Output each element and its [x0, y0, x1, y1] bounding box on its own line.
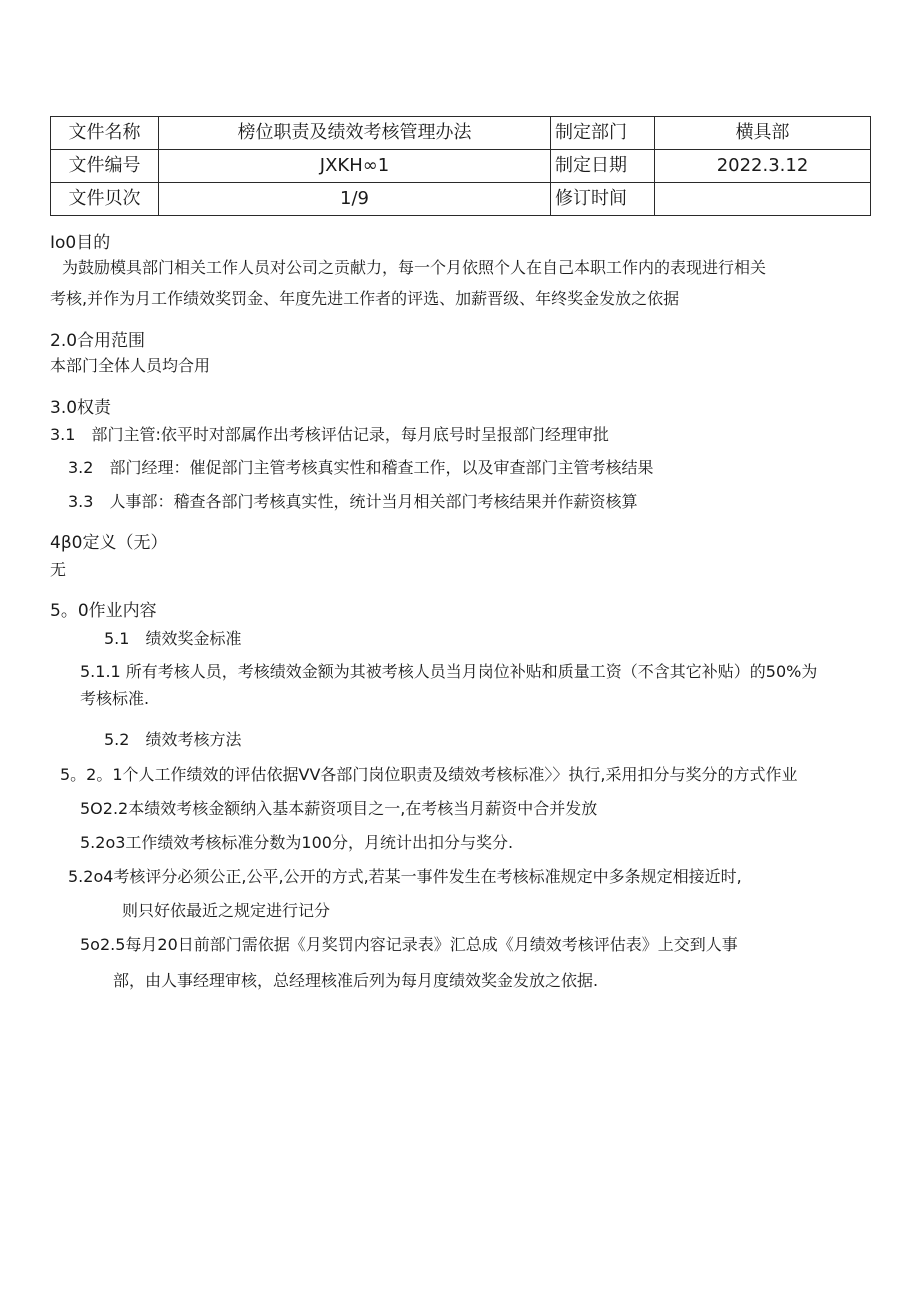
section-3-3: 3.3 人事部：稽查各部门考核真实性，统计当月相关部门考核结果并作薪资核算: [68, 492, 638, 511]
file-name-label: 文件名称: [51, 117, 159, 150]
date-label: 制定日期: [551, 150, 655, 183]
revision-label: 修订时间: [551, 183, 655, 216]
section-1-paragraph-line-2: 考核,并作为月工作绩效奖罚金、年度先进工作者的评选、加薪晋级、年终奖金发放之依据: [50, 289, 680, 308]
section-5-2-4-line-1: 5.2o4考核评分必须公正,公平,公开的方式,若某一事件发生在考核标准规定中多条规定相接近时,: [68, 867, 742, 886]
table-row: [51, 183, 871, 216]
section-1-paragraph-line-1: 为鼓励模具部门相关工作人员对公司之贡献力，每一个月依照个人在自己本职工作内的表现进行相关: [62, 258, 767, 277]
section-5-1-title: 5.1 绩效奖金标准: [104, 629, 242, 648]
section-5-2-5-line-2: 部，由人事经理审核，总经理核准后列为每月度绩效奖金发放之依据.: [113, 971, 599, 990]
section-3-1: 3.1 部门主管:依平时对部属作出考核评估记录，每月底号时呈报部门经理审批: [50, 425, 609, 444]
table-row: [51, 117, 871, 150]
date-value: 2022.3.12: [655, 150, 871, 183]
section-4-paragraph: 无: [50, 560, 67, 579]
section-5-2-title: 5.2 绩效考核方法: [104, 730, 242, 749]
page-value: 1/9: [159, 183, 551, 216]
section-3-title: 3.0权责: [50, 398, 112, 418]
file-name-value: 榜位职责及绩效考核管理办法: [159, 117, 551, 150]
revision-value: [655, 183, 871, 216]
page-label: 文件贝次: [51, 183, 159, 216]
section-5-1-1-line-1: 5.1.1 所有考核人员，考核绩效金额为其被考核人员当月岗位补贴和质量工资（不含其它补贴）的50%为: [80, 662, 818, 681]
file-no-label: 文件编号: [51, 150, 159, 183]
dept-label: 制定部门: [551, 117, 655, 150]
section-5-2-5-line-1: 5o2.5每月20日前部门需依据《月奖罚内容记录表》汇总成《月绩效考核评估表》上交到人事: [80, 935, 738, 954]
section-5-2-3: 5.2o3工作绩效考核标准分数为100分，月统计出扣分与奖分.: [80, 833, 514, 852]
section-5-1-1-line-2: 考核标准.: [80, 689, 150, 708]
section-1-title: Io0目的: [50, 233, 111, 253]
section-2-title: 2.0合用范围: [50, 331, 146, 351]
section-2-paragraph: 本部门全体人员均合用: [50, 356, 211, 375]
section-5-2-2: 5O2.2本绩效考核金额纳入基本薪资项目之一,在考核当月薪资中合并发放: [80, 799, 598, 818]
table-row: [51, 150, 871, 183]
section-4-title: 4β0定义（无）: [50, 533, 168, 553]
file-no-value: JXKH∞1: [159, 150, 551, 183]
section-3-2: 3.2 部门经理：催促部门主管考核真实性和稽查工作，以及审查部门主管考核结果: [68, 458, 654, 477]
document-header-table: [50, 116, 871, 216]
dept-value: 横具部: [655, 117, 871, 150]
section-5-2-1: 5。2。1个人工作绩效的评估依据VV各部门岗位职责及绩效考核标准〉〉执行,采用扣分与奖分的方式作业: [60, 765, 798, 784]
section-5-title: 5。0作业内容: [50, 601, 157, 621]
section-5-2-4-line-2: 则只好依最近之规定进行记分: [122, 901, 331, 920]
